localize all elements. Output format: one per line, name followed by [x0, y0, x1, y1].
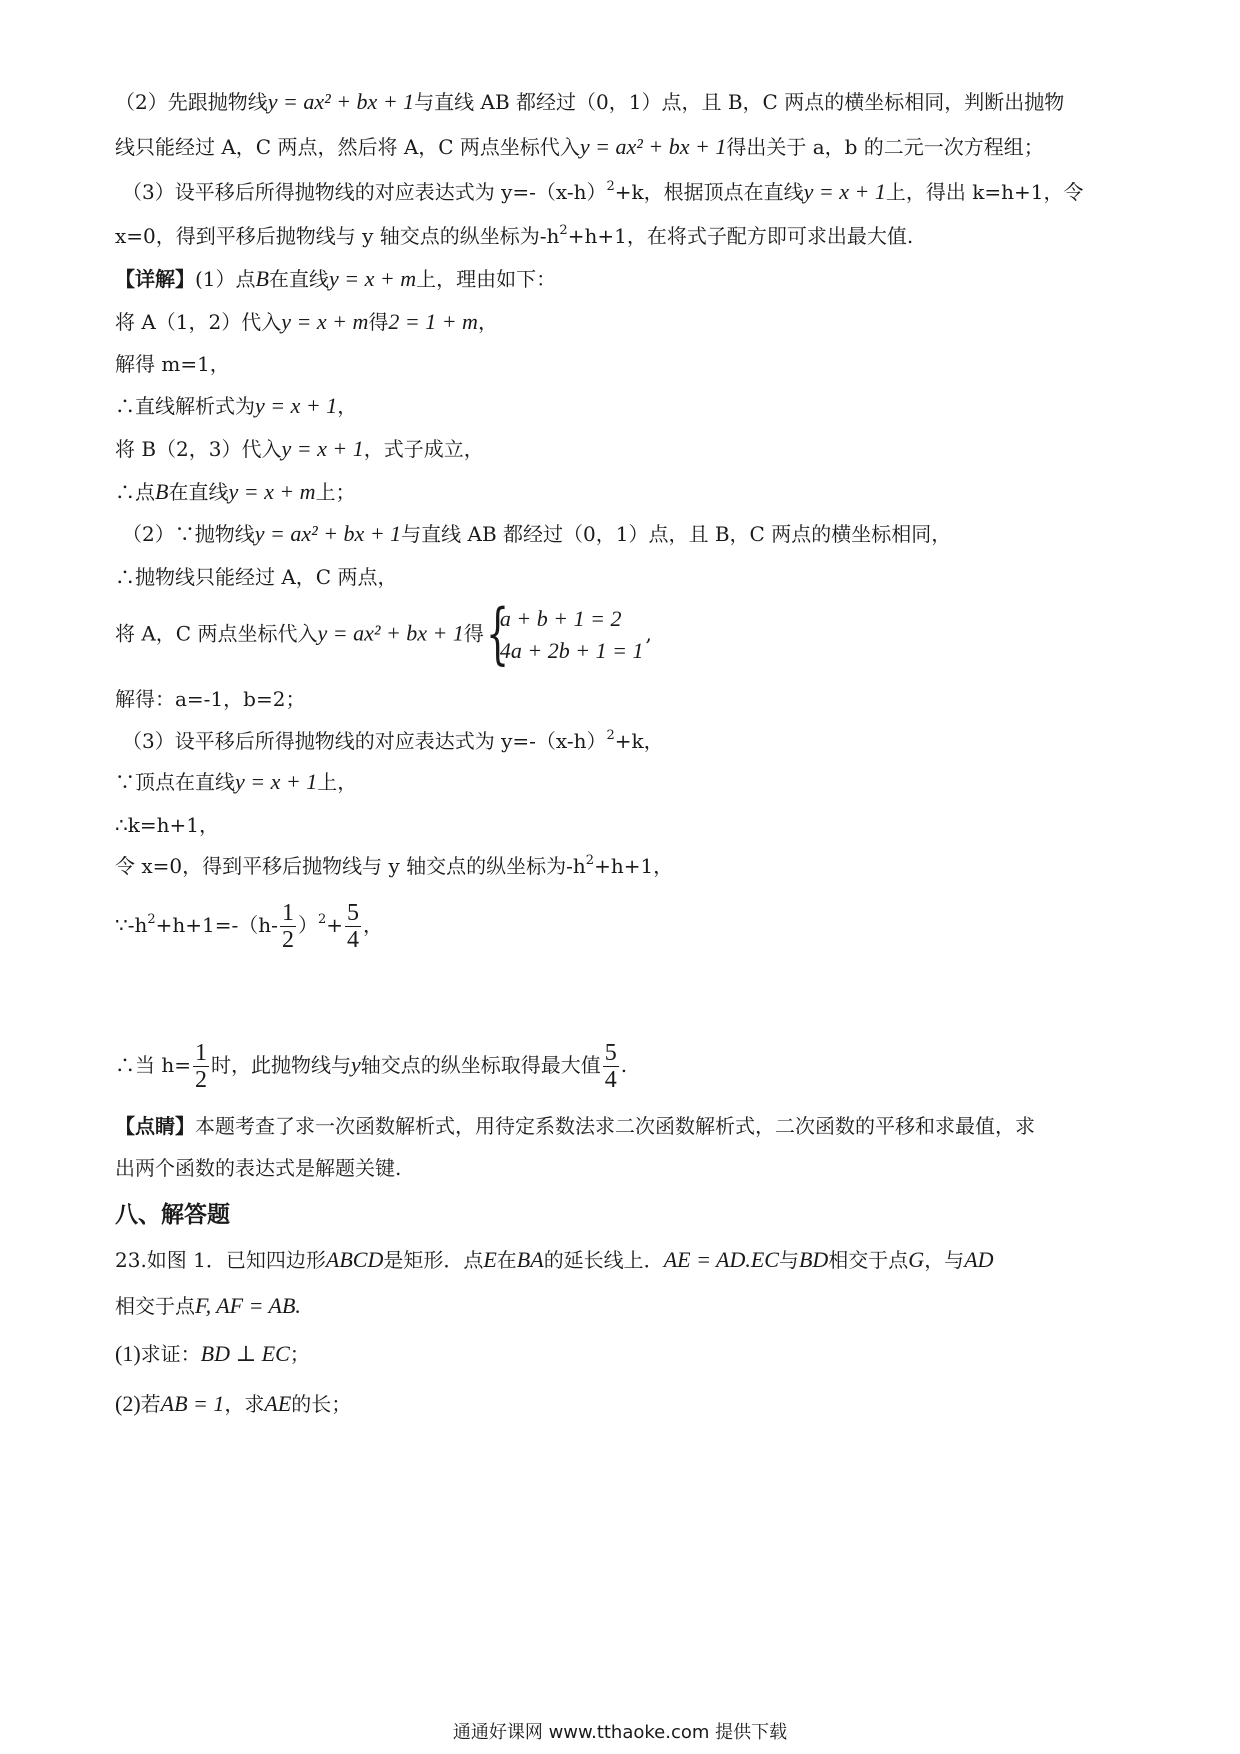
text-line: （2）先跟抛物线y = ax² + bx + 1与直线 AB 都经过（0，1）点，且 B，C 两点的横坐标相同，判断出抛物	[115, 89, 1065, 114]
question-part: (1)求证：BD ⊥ EC；	[115, 1341, 310, 1366]
text-line: ∵顶点在直线y = x + 1上，	[115, 769, 358, 794]
math-parabola: y = ax² + bx + 1	[579, 134, 727, 159]
text-line: 将 A（1，2）代入y = x + m得2 = 1 + m，	[115, 309, 498, 334]
question-text: 23.如图 1．已知四边形ABCD是矩形．点E在BA的延长线上．AE = AD.EC与BD相交于点G，与AD	[115, 1247, 994, 1272]
math-line: y = x + 1	[281, 436, 364, 461]
detail-tag: 【详解】	[115, 267, 195, 291]
text-line: 出两个函数的表达式是解题关键.	[115, 1156, 402, 1180]
math-parabola: y = ax² + bx + 1	[254, 521, 402, 546]
question-part: (2)若AB = 1，求AE的长；	[115, 1391, 352, 1416]
page-footer: 通通好课网 www.tthaoke.com 提供下载	[452, 1722, 788, 1743]
comment-tag: 【点睛】	[115, 1114, 195, 1138]
fraction: $\frac{5}{4}$	[604, 1040, 617, 1093]
fraction: $\frac{1}{2}$	[281, 900, 294, 953]
text-line: ∴抛物线只能经过 A，C 两点，	[115, 565, 398, 589]
math-parabola: y = ax² + bx + 1	[317, 620, 464, 646]
text-line: ∴直线解析式为y = x + 1，	[115, 393, 358, 418]
question-text: 相交于点F, AF = AB.	[115, 1293, 301, 1318]
math-line-m: y = x + m	[228, 479, 316, 504]
section-heading: 八、解答题	[115, 1202, 230, 1228]
text-line: 将 B（2，3）代入y = x + 1，式子成立，	[115, 436, 484, 461]
text-line: 令 x=0，得到平移后抛物线与 y 轴交点的纵坐标为$-h^2+h+1$，	[115, 853, 674, 878]
math-line: y = x + 1	[235, 769, 318, 794]
text-line: $\because-h^2+h+1=-(h-$ $\frac{1}{2}$ ）$^2$+ $\frac{5}{4}$ ，	[115, 900, 383, 953]
math-line-m: y = x + m	[328, 266, 417, 291]
math-line: y = x + 1	[803, 179, 886, 204]
equation-system: { a + b + 1 = 2 4a + 2b + 1 = 1	[485, 595, 644, 672]
text-line: 线只能经过 A，C 两点，然后将 A，C 两点坐标代入y = ax² + bx + 1得出关于 a，b 的二元一次方程组；	[115, 134, 1044, 159]
math-parabola: y = ax² + bx + 1	[267, 89, 415, 114]
text-line: （3）设平移后所得抛物线的对应表达式为 $y=-(x-h)^2+k$，根据顶点在直线y = x + 1上，得出 k=h+1，令	[122, 179, 1084, 204]
text-line: 解得 m=1，	[115, 352, 230, 376]
text-line: 解得：a=-1，b=2；	[115, 687, 306, 711]
text-line: ∴当 h= $\frac{1}{2}$ 时，此抛物线与y轴交点的纵坐标取得最大值 $\frac{5}{4}$ .	[115, 1040, 628, 1093]
text-line: （2）∵抛物线y = ax² + bx + 1与直线 AB 都经过（0，1）点，且 B，C 两点的横坐标相同，	[122, 521, 952, 546]
fraction: $\frac{1}{2}$	[195, 1040, 207, 1093]
math-line: y = x + 1	[255, 393, 338, 418]
text-line: （3）设平移后所得抛物线的对应表达式为 $y=-(x-h)^2+k$，	[122, 728, 664, 753]
text-line: 将 A，C 两点坐标代入y = ax² + bx + 1得 { a + b + 1 = 2 4a + 2b + 1 = 1 ,	[115, 595, 652, 672]
text-line: ∴点B在直线y = x + m上；	[115, 479, 356, 504]
text-line: x=0，得到平移后抛物线与 y 轴交点的纵坐标为$-h^2+h+1$，在将式子配方即可求出最大值.	[115, 223, 914, 248]
text-line: 【点睛】本题考查了求一次函数解析式，用待定系数法求二次函数解析式，二次函数的平移和求最值，求	[115, 1114, 1035, 1138]
fraction: $\frac{5}{4}$	[346, 900, 359, 953]
math-line-m: y = x + m	[281, 309, 369, 334]
text-line: ∴k=h+1，	[115, 813, 219, 837]
text-line: 【详解】(1）点B在直线y = x + m上，理由如下：	[115, 266, 557, 291]
